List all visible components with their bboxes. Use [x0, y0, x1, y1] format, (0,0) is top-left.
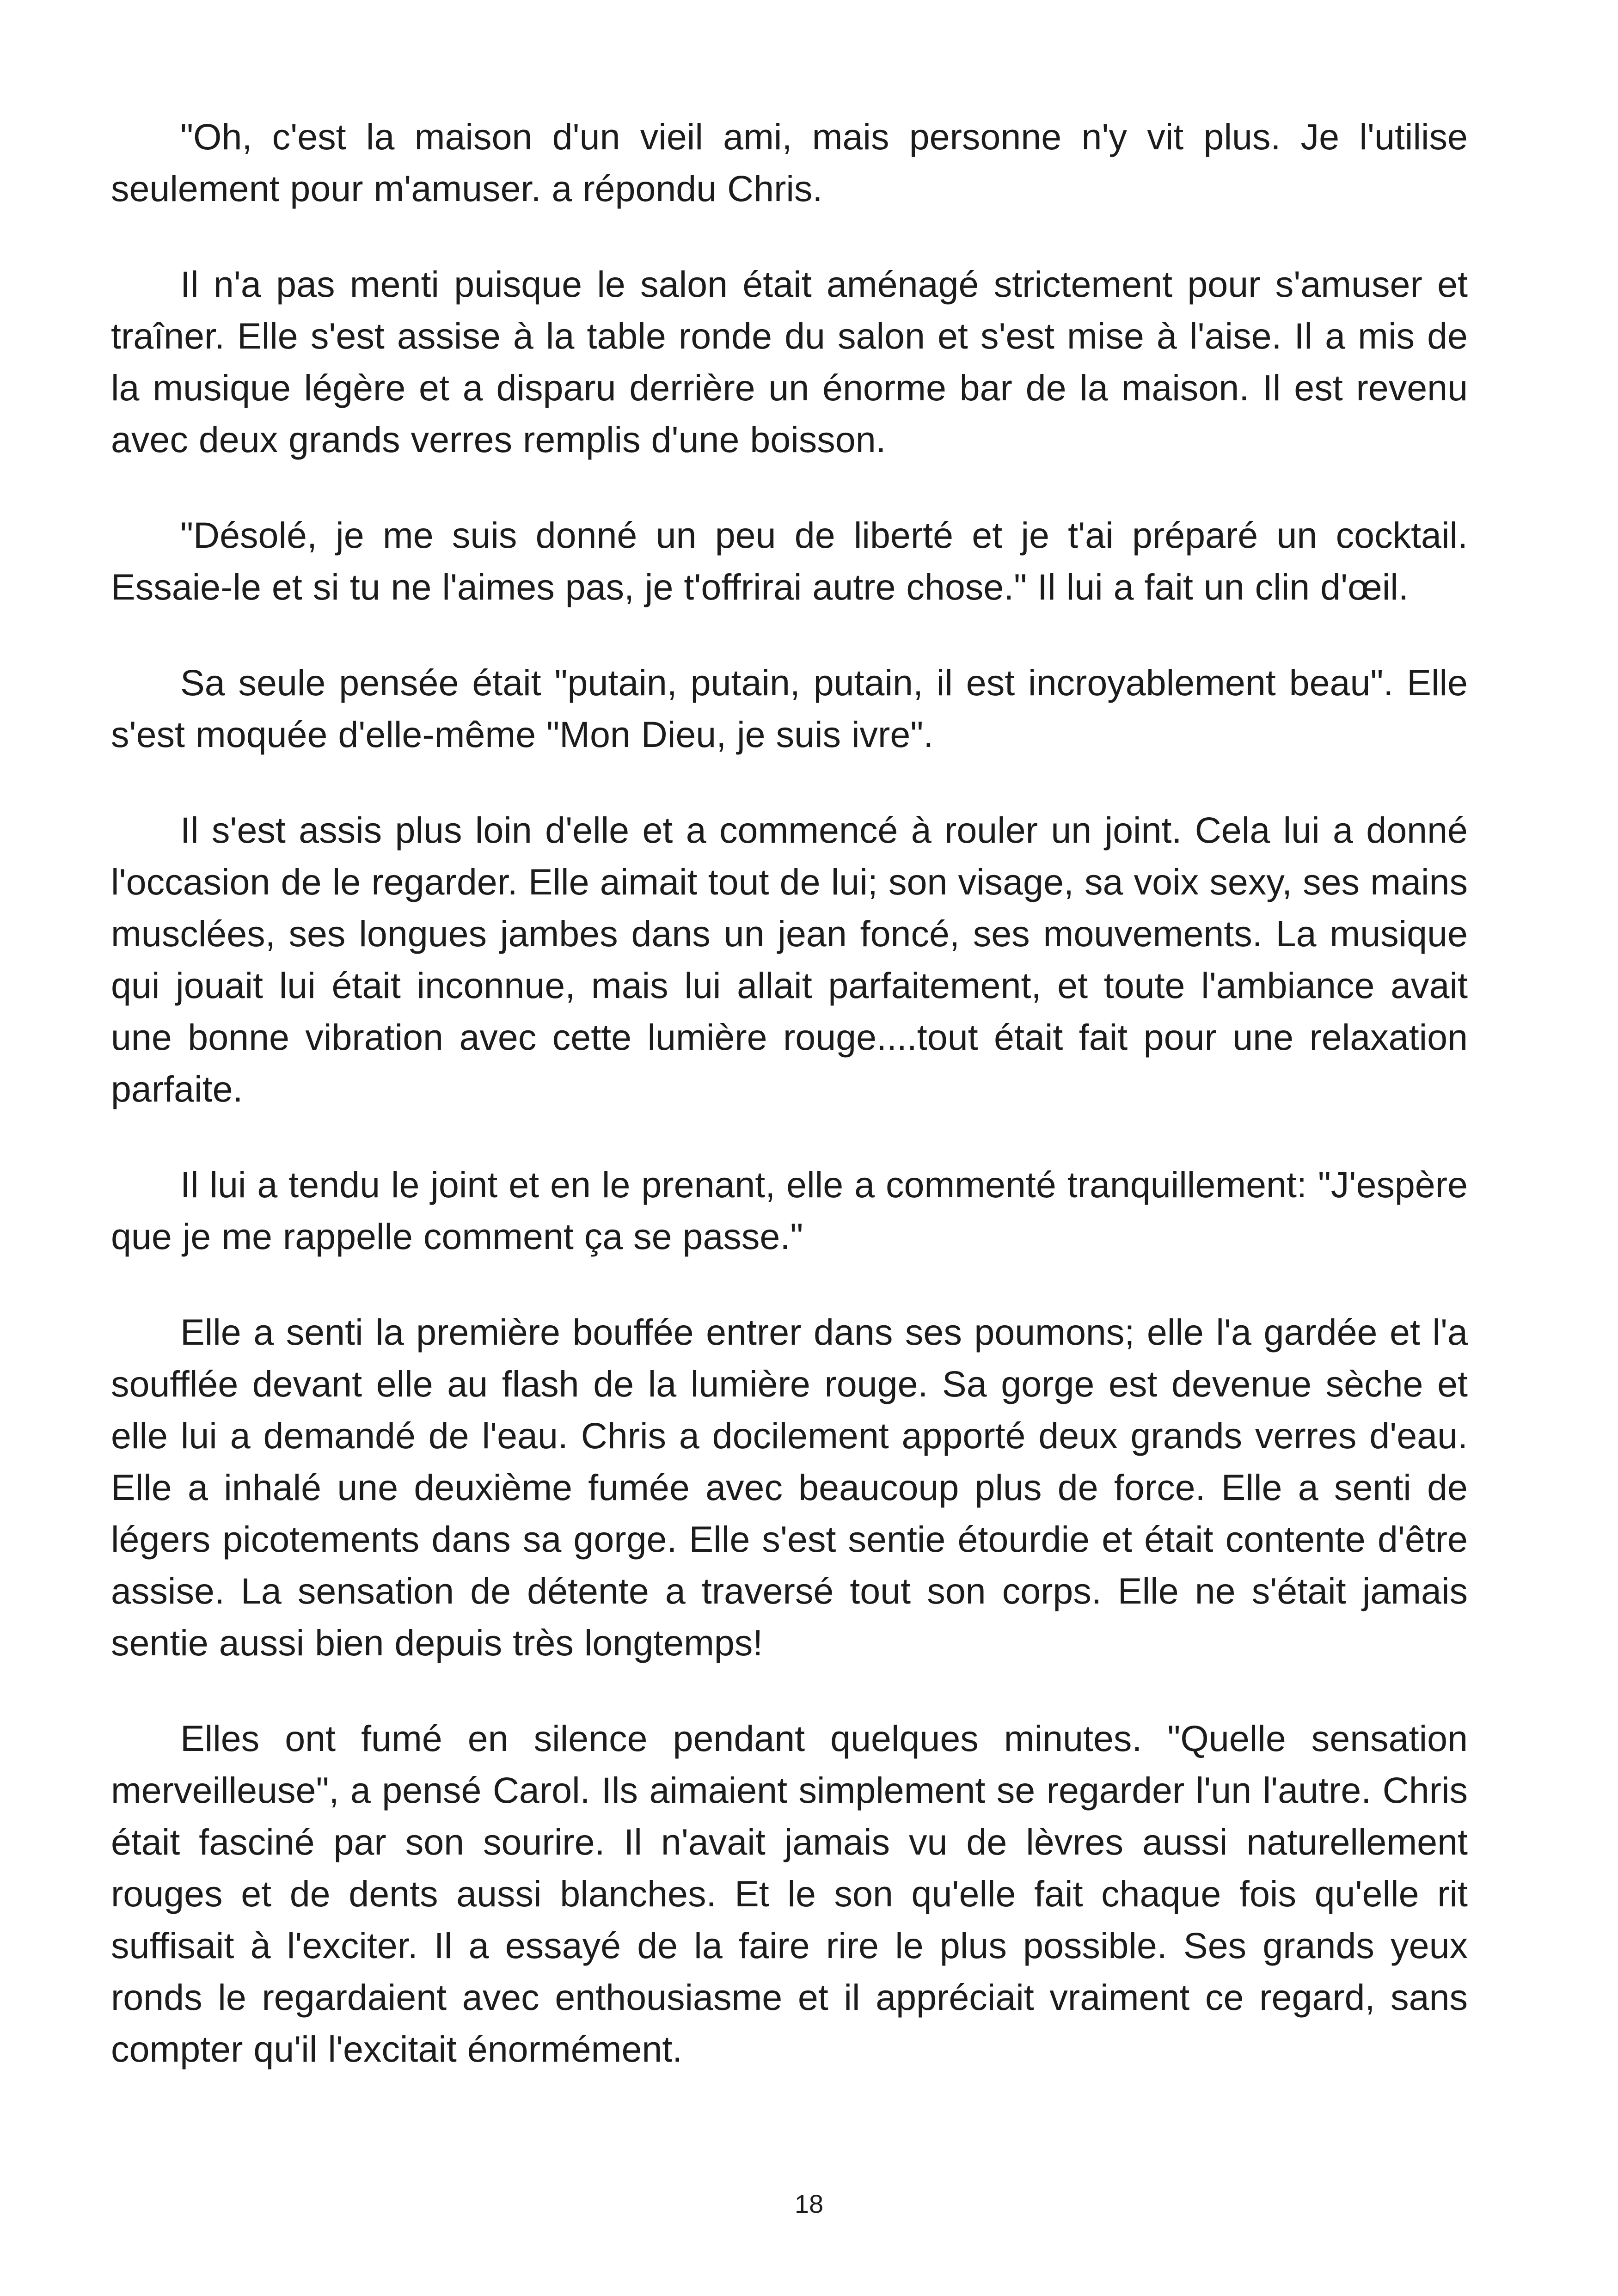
- body-text: [111, 111, 1468, 2119]
- paragraph: Il s'est assis plus loin d'elle et a commencé à rouler un joint. Cela lui a donné l'occasion de le regarder. Elle aimait tout de lui; son visage, sa voix sexy, ses mains musclées, ses longues jambes dans un jean foncé, ses mouvements. La musique qui jouait lui était inconnue, mais lui allait parfaitement, et toute l'ambiance avait une bonne vibration avec cette lumière rouge....tout était fait pour une relaxation parfaite.: [111, 809, 1468, 1109]
- page-number: 18: [794, 2189, 824, 2218]
- paragraph: Elles ont fumé en silence pendant quelques minutes. "Quelle sensation merveilleuse", a pensé Carol. Ils aimaient simplement se regarder l'un l'autre. Chris était fasciné par son sourire. Il n'avait jamais vu de lèvres aussi naturellement rouges et de dents aussi blanches. Et le son qu'elle fait chaque fois qu'elle rit suffisait à l'exciter. Il a essayé de la faire rire le plus possible. Ses grands yeux ronds le regardaient avec enthousiasme et il appréciait vraiment ce regard, sans compter qu'il l'excitait énormément.: [111, 1718, 1468, 2069]
- paragraph: "Désolé, je me suis donné un peu de liberté et je t'ai préparé un cocktail. Essaie-le et si tu ne l'aimes pas, je t'offrirai autre chose." Il lui a fait un clin d'œil.: [111, 514, 1468, 607]
- paragraph: Elle a senti la première bouffée entrer dans ses poumons; elle l'a gardée et l'a soufflée devant elle au flash de la lumière rouge. Sa gorge est devenue sèche et elle lui a demandé de l'eau. Chris a docilement apporté deux grands verres d'eau. Elle a inhalé une deuxième fumée avec beaucoup plus de force. Elle a senti de légers picotements dans sa gorge. Elle s'est sentie étourdie et était contente d'être assise. La sensation de détente a traversé tout son corps. Elle ne s'était jamais sentie aussi bien depuis très longtemps!: [111, 1311, 1468, 1663]
- paragraph: "Oh, c'est la maison d'un vieil ami, mais personne n'y vit plus. Je l'utilise seulement pour m'amuser. a répondu Chris.: [111, 116, 1468, 209]
- paragraph: Il lui a tendu le joint et en le prenant, elle a commenté tranquillement: "J'espère que je me rappelle comment ça se passe.": [111, 1164, 1468, 1257]
- paragraph: Il n'a pas menti puisque le salon était aménagé strictement pour s'amuser et traîner. Elle s'est assise à la table ronde du salon et s'est mise à l'aise. Il a mis de la musique légère et a disparu derrière un énorme bar de la maison. Il est revenu avec deux grands verres remplis d'une boisson.: [111, 263, 1468, 460]
- paragraph: Sa seule pensée était "putain, putain, putain, il est incroyablement beau". Elle s'est moquée d'elle-même "Mon Dieu, je suis ivre".: [111, 662, 1468, 755]
